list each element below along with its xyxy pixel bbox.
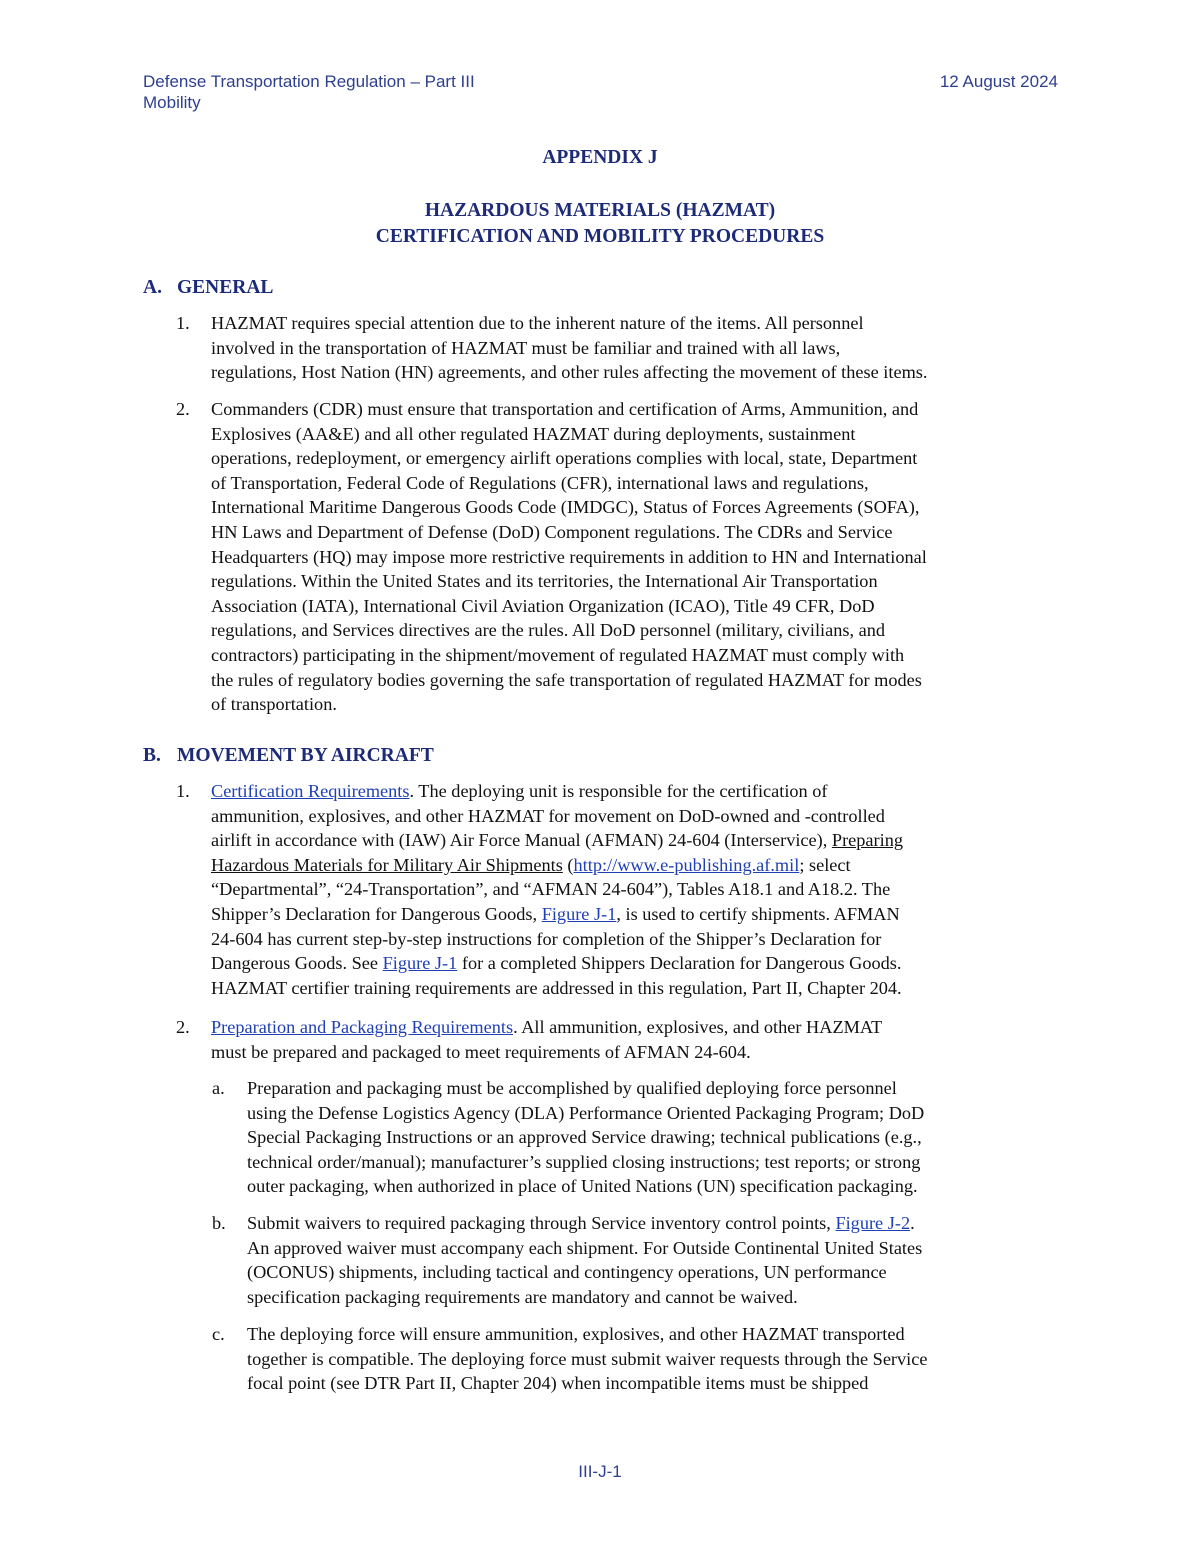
e-publishing-url-link[interactable]: http://www.e-publishing.af.mil <box>573 854 800 875</box>
text-fragment: , is used to certify shipments. AFMAN <box>616 903 900 924</box>
publication-title: Hazardous Materials for Military Air Shipments <box>211 854 563 875</box>
text-line: must be prepared and packaged to meet requirements of AFMAN 24-604. <box>211 1041 751 1062</box>
text-line: The deploying force will ensure ammunition, explosives, and other HAZMAT transported <box>247 1324 905 1344</box>
text-line: HAZMAT requires special attention due to the inherent nature of the items. All personnel <box>211 313 864 333</box>
item-number: 1. <box>176 313 190 333</box>
text-line: the rules of regulatory bodies governing the safe transportation of regulated HAZMAT for modes <box>211 669 922 690</box>
appendix-title: APPENDIX J <box>542 147 658 168</box>
section-title: MOVEMENT BY AIRCRAFT <box>177 745 434 766</box>
text-line <box>211 853 1061 878</box>
text-fragment: Shipper’s Declaration for Dangerous Goods, <box>211 903 542 924</box>
text-fragment: ; select <box>799 854 851 875</box>
text-line: Special Packaging Instructions or an approved Service drawing; technical publications (e.g., <box>247 1127 922 1148</box>
text-fragment: . All ammunition, explosives, and other HAZMAT <box>513 1017 883 1037</box>
text-line: “Departmental”, “24-Transportation”, and “AFMAN 24-604”), Tables A18.1 and A18.2. The <box>211 879 891 900</box>
text-fragment: airlift in accordance with (IAW) Air Force Manual (AFMAN) 24-604 (Interservice), <box>211 830 832 851</box>
text-line: Association (IATA), International Civil Aviation Organization (ICAO), Title 49 CFR, DoD <box>211 595 875 616</box>
text-line: focal point (see DTR Part II, Chapter 204) when incompatible items must be shipped <box>247 1373 869 1394</box>
item-number: 1. <box>176 781 190 801</box>
text-line: contractors) participating in the shipment/movement of regulated HAZMAT must comply with <box>211 644 905 665</box>
text-line: outer packaging, when authorized in place of United Nations (UN) specification packaging. <box>247 1176 918 1197</box>
text-line: ammunition, explosives, and other HAZMAT for movement on DoD-owned and -controlled <box>211 805 885 826</box>
text-line: (OCONUS) shipments, including tactical and contingency operations, UN performance <box>247 1262 887 1283</box>
page-title-line1: HAZARDOUS MATERIALS (HAZMAT) <box>424 200 776 221</box>
certification-requirements-link[interactable]: Certification Requirements <box>211 781 410 801</box>
text-line: An approved waiver must accompany each shipment. For Outside Continental United States <box>247 1237 923 1258</box>
text-line: using the Defense Logistics Agency (DLA) Performance Oriented Packaging Program; DoD <box>247 1102 925 1123</box>
figure-j2-link[interactable]: Figure J-2 <box>835 1213 911 1233</box>
section-b-heading <box>143 744 434 768</box>
text-line: technical order/manual); manufacturer’s supplied closing instructions; test reports; or strong <box>247 1151 921 1172</box>
text-line: involved in the transportation of HAZMAT must be familiar and trained with all laws, <box>211 337 841 358</box>
header-part-name: Mobility <box>143 93 201 112</box>
text-fragment: Dangerous Goods. See <box>211 953 383 974</box>
text-line <box>211 828 1061 853</box>
page-title-line2: CERTIFICATION AND MOBILITY PROCEDURES <box>375 226 825 247</box>
page-number: III-J-1 <box>578 1462 622 1481</box>
subitem-label: c. <box>212 1324 225 1344</box>
text-line <box>247 1211 1067 1236</box>
text-line: together is compatible. The deploying force must submit waiver requests through the Service <box>247 1348 928 1369</box>
text-line: Commanders (CDR) must ensure that transportation and certification of Arms, Ammunition, and <box>211 399 919 419</box>
text-fragment: Submit waivers to required packaging through Service inventory control points, <box>247 1213 836 1233</box>
text-line: specification packaging requirements are mandatory and cannot be waived. <box>247 1286 798 1307</box>
section-letter: A. <box>143 277 162 298</box>
running-header <box>143 71 475 113</box>
text-line: International Maritime Dangerous Goods Code (IMDGC), Status of Forces Agreements (SOFA), <box>211 497 920 518</box>
text-line: operations, redeployment, or emergency airlift operations complies with local, state, Department <box>211 448 918 469</box>
header-regulation-title: Defense Transportation Regulation – Part III <box>143 72 475 91</box>
text-line <box>211 1015 1061 1040</box>
text-line: Explosives (AA&E) and all other regulated HAZMAT during deployments, sustainment <box>211 423 856 444</box>
text-line: 24-604 has current step-by-step instructions for completion of the Shipper’s Declaration for <box>211 928 882 949</box>
section-a-heading <box>143 276 273 300</box>
text-fragment: . The deploying unit is responsible for the certification of <box>409 781 828 801</box>
text-line: of transportation. <box>211 694 337 715</box>
item-number: 2. <box>176 1017 190 1037</box>
text-line: regulations. Within the United States and its territories, the International Air Transportation <box>211 571 878 592</box>
section-letter: B. <box>143 745 161 766</box>
text-line <box>211 951 1061 976</box>
text-line: of Transportation, Federal Code of Regulations (CFR), international laws and regulations, <box>211 472 869 493</box>
text-fragment: for a completed Shippers Declaration for Dangerous Goods. <box>457 953 902 974</box>
publication-title: Preparing <box>831 830 903 851</box>
text-line: regulations, Host Nation (HN) agreements, and other rules affecting the movement of these items. <box>211 362 928 383</box>
text-line <box>211 902 1061 927</box>
text-fragment: ( <box>562 854 574 875</box>
text-line: Headquarters (HQ) may impose more restrictive requirements in addition to HN and International <box>211 546 927 567</box>
figure-j1-link[interactable]: Figure J-1 <box>382 953 458 974</box>
subitem-label: b. <box>212 1213 226 1233</box>
text-line: regulations, and Services directives are the rules. All DoD personnel (military, civilians, and <box>211 620 886 641</box>
text-line: HN Laws and Department of Defense (DoD) Component regulations. The CDRs and Service <box>211 521 893 542</box>
subitem-label: a. <box>212 1078 225 1098</box>
section-title: GENERAL <box>177 277 274 298</box>
figure-j1-link[interactable]: Figure J-1 <box>541 903 617 924</box>
header-date: 12 August 2024 <box>939 72 1058 91</box>
text-line <box>211 779 1061 804</box>
text-fragment: . <box>910 1213 915 1233</box>
item-number: 2. <box>176 399 190 419</box>
preparation-packaging-link[interactable]: Preparation and Packaging Requirements <box>211 1017 514 1037</box>
text-line: HAZMAT certifier training requirements are addressed in this regulation, Part II, Chapter 204. <box>211 977 902 998</box>
text-line: Preparation and packaging must be accomplished by qualified deploying force personnel <box>247 1078 897 1098</box>
